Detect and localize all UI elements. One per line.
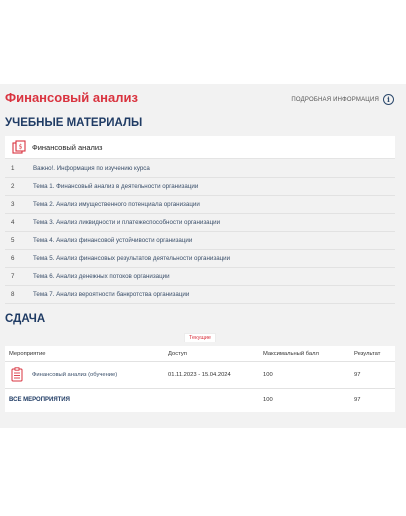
event-max-score: 100 xyxy=(263,371,273,378)
topic-number: 4 xyxy=(11,219,15,226)
course-name: Финансовый анализ xyxy=(32,142,103,152)
topic-item[interactable] xyxy=(5,214,395,232)
topic-number: 7 xyxy=(11,273,15,280)
topic-item[interactable] xyxy=(5,250,395,268)
topic-item[interactable] xyxy=(5,232,395,250)
clipboard-icon xyxy=(11,367,23,382)
page-title: Финансовый анализ xyxy=(5,90,138,105)
total-max-score: 100 xyxy=(263,397,273,403)
topic-number: 3 xyxy=(11,201,15,208)
info-icon: i xyxy=(383,94,394,105)
topic-label: Тема 1. Финансовый анализ в деятельности организации xyxy=(33,183,199,190)
materials-section-title: УЧЕБНЫЕ МАТЕРИАЛЫ xyxy=(5,117,143,129)
topic-label: Тема 7. Анализ вероятности банкротства организации xyxy=(33,291,190,298)
topic-list xyxy=(5,160,395,304)
more-info-link[interactable] xyxy=(291,94,394,105)
col-access: Доступ xyxy=(168,350,187,357)
topic-item[interactable] xyxy=(5,286,395,304)
total-result: 97 xyxy=(354,397,361,403)
submission-section-title: СДАЧА xyxy=(5,313,46,325)
topic-number: 5 xyxy=(11,237,15,244)
topic-item[interactable] xyxy=(5,196,395,214)
topic-label: Тема 6. Анализ денежных потоков организации xyxy=(33,273,170,280)
course-book-icon xyxy=(12,140,26,154)
topic-number: 8 xyxy=(11,291,15,298)
col-event: Мероприятие xyxy=(9,350,46,357)
topic-label: Важно!. Информация по изучению курса xyxy=(33,165,150,172)
topic-item[interactable] xyxy=(5,268,395,286)
total-row xyxy=(5,388,395,412)
col-max-score: Максимальный балл xyxy=(263,350,319,357)
tab-current[interactable]: Текущие xyxy=(184,333,216,342)
topic-item[interactable] xyxy=(5,178,395,196)
topic-label: Тема 4. Анализ финансовой устойчивости организации xyxy=(33,237,193,244)
topic-number: 2 xyxy=(11,183,15,190)
svg-text:$: $ xyxy=(18,143,23,151)
col-result: Результат xyxy=(354,350,381,357)
topic-number: 6 xyxy=(11,255,15,262)
total-label: ВСЕ МЕРОПРИЯТИЯ xyxy=(9,397,70,403)
topic-number: 1 xyxy=(11,165,15,172)
topic-label: Тема 2. Анализ имущественного потенциала организации xyxy=(33,201,200,208)
topic-label: Тема 5. Анализ финансовых результатов деятельности организации xyxy=(33,255,231,262)
event-link[interactable]: Финансовый анализ (обучение) xyxy=(32,371,118,378)
results-table xyxy=(5,346,395,412)
topic-item[interactable] xyxy=(5,160,395,178)
topic-label: Тема 3. Анализ ликвидности и платежеспособности организации xyxy=(33,219,221,226)
table-row[interactable] xyxy=(5,361,395,389)
results-header-row xyxy=(5,346,395,362)
event-result: 97 xyxy=(354,371,361,378)
course-card[interactable] xyxy=(5,136,395,159)
more-info-label: ПОДРОБНАЯ ИНФОРМАЦИЯ xyxy=(291,96,379,103)
event-access: 01.11.2023 - 15.04.2024 xyxy=(168,371,231,378)
